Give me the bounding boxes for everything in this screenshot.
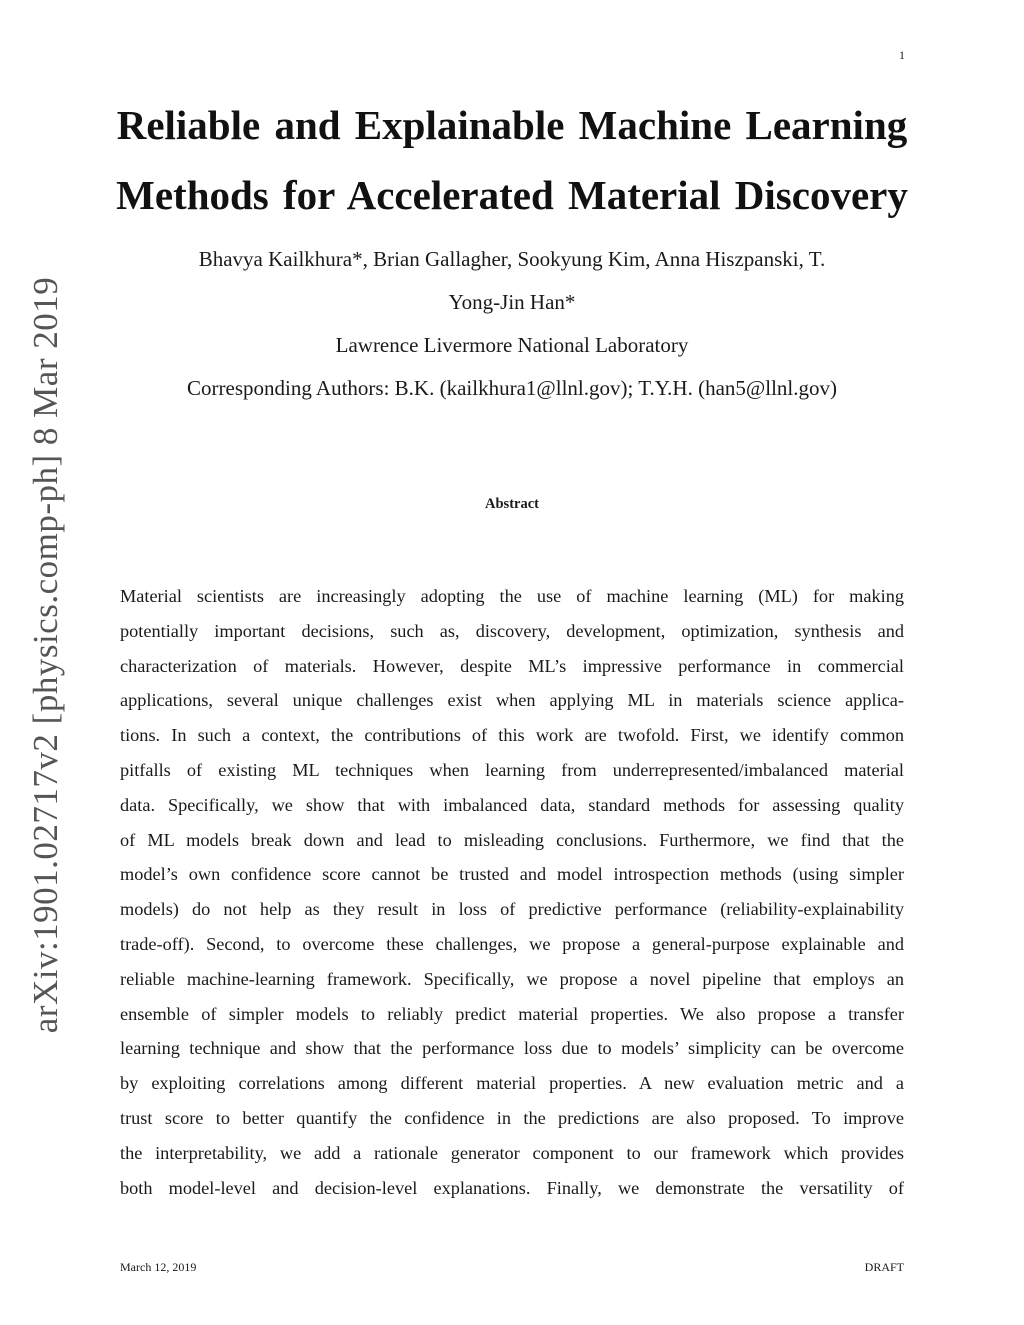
abstract-line: trust score to better quantify the confidence in the predictions are also proposed. To improve <box>120 1107 904 1128</box>
authors-line-1: Bhavya Kailkhura*, Brian Gallagher, Sookyung Kim, Anna Hiszpanski, T. <box>198 247 826 271</box>
abstract-line: models) do not help as they result in loss of predictive performance (reliability-explainability <box>120 899 904 920</box>
footer-date: March 12, 2019 <box>120 1260 197 1274</box>
abstract-body <box>120 579 904 1205</box>
abstract-line: the interpretability, we add a rationale generator component to our framework which provides <box>120 1142 904 1163</box>
page-number: 1 <box>899 48 905 62</box>
abstract-line: data. Specifically, we show that with imbalanced data, standard methods for assessing quality <box>120 794 904 815</box>
abstract-line: characterization of materials. However, despite ML’s impressive performance in commercial <box>120 655 904 676</box>
abstract-line: reliable machine-learning framework. Specifically, we propose a novel pipeline that employs an <box>120 968 904 989</box>
paper-title-line-1: Reliable and Explainable Machine Learning <box>116 102 908 148</box>
abstract-line: potentially important decisions, such as, discovery, development, optimization, synthesis and <box>120 620 904 641</box>
abstract-line: trade-off). Second, to overcome these challenges, we propose a general-purpose explainable and <box>120 933 904 954</box>
abstract-line: model’s own confidence score cannot be trusted and model introspection methods (using simpler <box>120 864 904 885</box>
abstract-line: tions. In such a context, the contributions of this work are twofold. First, we identify common <box>120 725 904 746</box>
abstract-line: pitfalls of existing ML techniques when learning from underrepresented/imbalanced material <box>120 759 904 780</box>
abstract-heading: Abstract <box>485 496 539 512</box>
abstract-line: by exploiting correlations among different material properties. A new evaluation metric and a <box>120 1073 904 1094</box>
authors-line-2: Yong-Jin Han* <box>448 290 576 314</box>
abstract-line: of ML models break down and lead to misleading conclusions. Furthermore, we find that the <box>120 829 904 850</box>
abstract-line: ensemble of simpler models to reliably predict material properties. We also propose a transfer <box>120 1003 904 1024</box>
affiliation: Lawrence Livermore National Laboratory <box>335 333 689 357</box>
abstract-line: both model-level and decision-level explanations. Finally, we demonstrate the versatility of <box>120 1177 904 1198</box>
abstract-line: Material scientists are increasingly adopting the use of machine learning (ML) for making <box>120 586 904 606</box>
author-block <box>100 238 924 410</box>
abstract-line: learning technique and show that the performance loss due to models’ simplicity can be overcome <box>120 1038 904 1059</box>
arxiv-identifier-stamp[interactable]: arXiv:1901.02717v2 [physics.comp-ph] 8 Mar 2019 <box>26 276 65 1034</box>
corresponding-authors: Corresponding Authors: B.K. (kailkhura1@llnl.gov); T.Y.H. (han5@llnl.gov) <box>187 376 837 400</box>
abstract-line: applications, several unique challenges exist when applying ML in materials science applica- <box>120 690 904 711</box>
paper-title <box>100 90 924 230</box>
footer-draft-label: DRAFT <box>864 1260 904 1274</box>
paper-title-line-2: Methods for Accelerated Material Discovery <box>116 172 908 218</box>
